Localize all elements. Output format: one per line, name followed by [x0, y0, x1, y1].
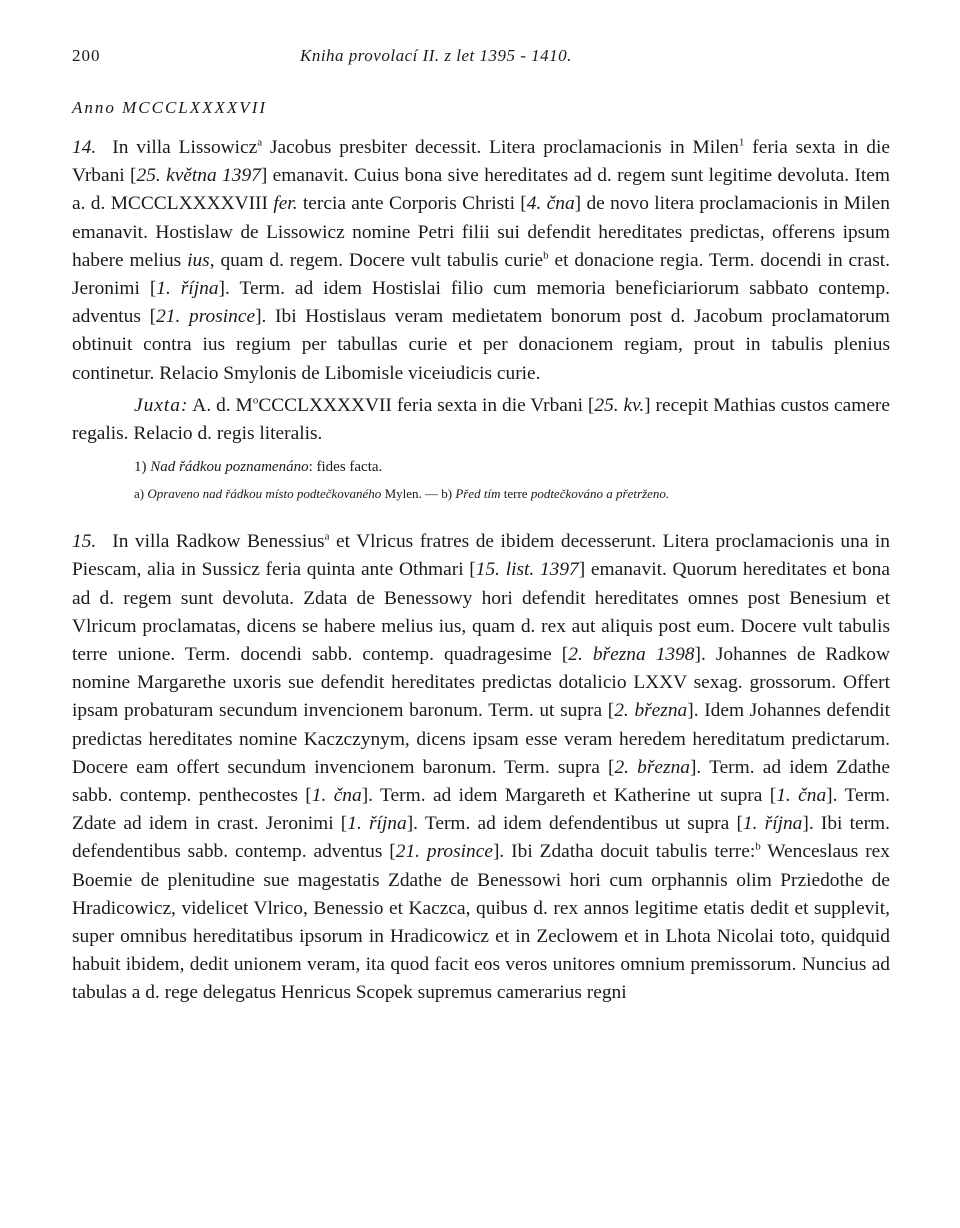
juxta-text: ] recepit Mathias custos camere regalis. Relacio d. regis literalis.: [72, 394, 891, 445]
entry-text: ]. Term. ad idem defendentibus ut supra [: [406, 813, 743, 835]
entry-text: tercia ante Corporis Christi [: [297, 193, 527, 215]
date-annotation: 1. října: [156, 278, 219, 300]
entry-text: ] emanavit. Cuius bona sive hereditates ad d. regem sunt legitime devoluta. Item a. d. MCCCLXXXXVIII: [72, 165, 890, 215]
date-annotation: 2. března: [614, 700, 688, 722]
footnote-1: [134, 456, 890, 478]
footnote-dash: —: [425, 486, 439, 502]
superscript: o: [252, 394, 259, 407]
footnote-italic: podtečkováno a přetrženo.: [530, 486, 670, 502]
entry-text: et donacione regia. Term. docendi in crast. Jeronimi [: [72, 249, 890, 300]
date-annotation: 2. března 1398: [568, 644, 695, 666]
entry-text: ]. Term. ad idem Zdathe sabb. contemp. penthecostes [: [72, 756, 890, 807]
footnote-mark: b: [543, 249, 549, 262]
entry-text: ] emanavit. Quorum hereditates et bona ad d. regem sunt devoluta. Zdata de Benessowy hori defendit hereditates omnes post Benesium et Vlricum proclamatas, dicens se habere melius ius, quam d. rex aut aliquis post eum. Docere vult tabulis terre unione. Term. docendi sabb. contemp. quadragesime [: [72, 559, 890, 666]
date-annotation: 15. list. 1397: [475, 559, 579, 581]
italic-word: ius: [187, 249, 210, 271]
date-annotation: 21. prosince: [156, 306, 256, 328]
date-annotation: 25. kv.: [594, 394, 645, 416]
footnote-mark: b: [755, 841, 761, 853]
footnote-text: Mylen.: [384, 486, 422, 502]
date-annotation: 25. května 1397: [136, 165, 261, 187]
entry-15: [72, 528, 890, 1007]
entry-text: feria sexta in die Vrbani [: [72, 137, 890, 187]
entry-text: ]. Term. ad idem Hostislai filio cum memoria beneficiariorum sabbato contemp. adventus [: [72, 278, 890, 328]
footnote-mark: 1: [738, 136, 745, 149]
footnote-text: : fides facta.: [308, 459, 383, 476]
footnote-italic: Opraveno nad řádkou místo podtečkovaného: [147, 486, 382, 502]
footnote-2: [134, 484, 890, 504]
entry-text: Jacobus presbiter decessit. Litera proclamacionis in Milen: [262, 137, 739, 158]
juxta-text: CCCLXXXXVII feria sexta in die Vrbani [: [258, 394, 595, 416]
entry-number: 15.: [72, 531, 97, 553]
page-number: 200: [72, 46, 101, 65]
entry-text: ]. Idem Johannes defendit predictas hereditates nomine Kaczczynym, dicens ipsam esse veram heredem hereditatum predictarum. Docere eam offert secundum invencionem baronum. Term. supra [: [72, 700, 890, 778]
date-annotation: 2. března: [614, 756, 690, 778]
footnote-letter: b): [441, 486, 453, 502]
entry-text: ] de novo litera proclamacionis in Milen emanavit. Hostislaw de Lissowicz nomine Petri filii sui defendit hereditates predictas, offerens ipsum habere melius: [72, 193, 890, 271]
footnote-mark: a: [257, 136, 263, 149]
year-heading: Anno MCCCLXXXXVII: [72, 98, 268, 117]
juxta-label: Juxta:: [134, 394, 189, 416]
entry-text: In villa Lissowicz: [112, 137, 258, 158]
footnote-italic: Nad řádkou poznamenáno: [150, 459, 309, 476]
footnote-italic: Před tím: [455, 486, 501, 502]
entry-14: [72, 134, 890, 388]
document-page: [72, 38, 890, 1008]
date-annotation: 21. prosince: [395, 841, 493, 863]
juxta-text: A. d. M: [188, 394, 253, 416]
date-annotation: 4. čna: [526, 193, 575, 215]
page-header: [72, 38, 890, 72]
date-annotation: 1. čna: [776, 785, 827, 807]
entry-text: ]. Ibi Zdatha docuit tabulis terre:: [492, 841, 756, 863]
footnote-mark: a: [324, 530, 330, 543]
entry-text: ]. Ibi term. defendentibus sabb. contemp. adventus [: [72, 813, 890, 863]
footnote-letter: a): [134, 486, 145, 502]
running-title: Kniha provolací II. z let 1395 - 1410.: [300, 46, 572, 65]
entry-text: ]. Ibi Hostislaus veram medietatem bonorum post d. Jacobum proclamatorum obtinuit contra ius regium per tabullas curie et per donacionem regiam, prout in tabulis plenius continetur. Relacio Smylonis de Libomisle viceiudicis curie.: [72, 306, 891, 384]
entry-text: ]. Johannes de Radkow nomine Margarethe uxoris sue defendit hereditates predictas dotalicio LXXV sexag. grossorum. Offert ipsam probaturam secundum invencionem baronum. Term. ut supra [: [72, 644, 890, 722]
date-annotation: 1. čna: [311, 785, 362, 807]
entry-text: ]. Term. ad idem Margareth et Katherine ut supra [: [361, 785, 777, 807]
entry-text: In villa Radkow Benessius: [112, 531, 325, 553]
date-annotation: 1. října: [347, 813, 407, 835]
entry-text: Wenceslaus rex Boemie de plenitudine sue magestatis Zdathe de Benessowi hori cum orphannis olim Prziedothe de Hradicowicz, videlicet Vlrico, Benessio et Kaczca, quibus d. rex annos legitime etatis dedit et supplevit, super omnibus hereditatibus ipsorum in Hradicowicz et in Zeclowem et in Lhota Nicolai toto, quidquid habuit ibidem, dedit unionem veram, ita quod facit eos veros unitores omnium premissorum. Nuncius ad tabulas a d. rege delegatus Henricus Scopek supremus camerarius regni: [72, 841, 890, 1004]
juxta-note: [72, 392, 890, 448]
abbreviation: fer.: [273, 193, 298, 215]
entry-text: , quam d. regem. Docere vult tabulis curie: [209, 249, 544, 271]
footnote-number: 1): [134, 459, 147, 476]
entry-number: 14.: [72, 137, 97, 158]
entry-text: et Vlricus fratres de ibidem decesserunt. Litera proclamacionis una in Piescam, alia in Sussicz feria quinta ante Othmari [: [72, 531, 891, 581]
footnote-text: terre: [503, 486, 528, 502]
entry-text: ]. Term. Zdate ad idem in crast. Jeronimi [: [72, 785, 891, 835]
date-annotation: 1. října: [742, 813, 803, 835]
